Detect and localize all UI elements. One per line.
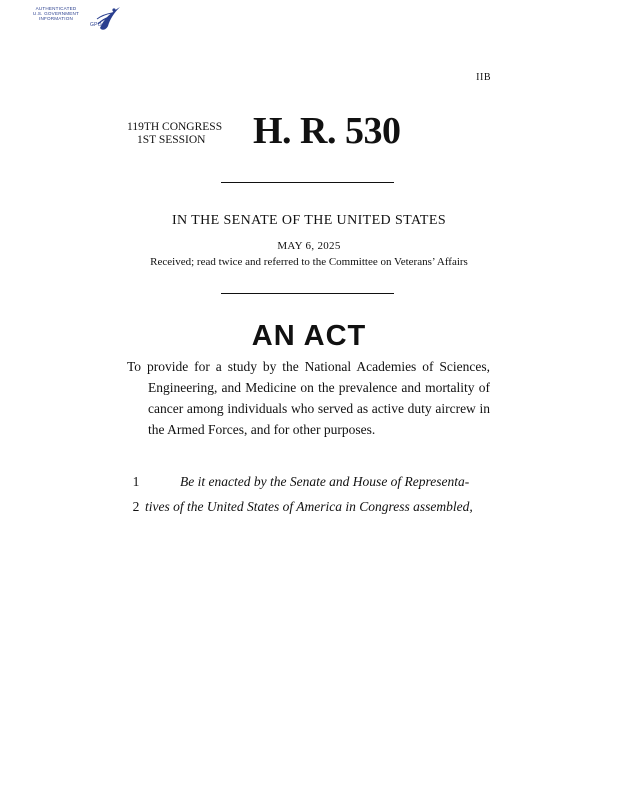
seal-text-gpo: GPO <box>90 22 102 28</box>
seal-text-information: INFORMATION <box>38 16 73 21</box>
purpose-clause <box>127 356 490 440</box>
chamber-heading: IN THE SENATE OF THE UNITED STATES <box>171 213 447 228</box>
congress-session-block <box>127 121 222 147</box>
enacting-text: Be it enacted by the Senate and House of Representa- <box>180 474 470 489</box>
received-date: MAY 6, 2025 <box>277 240 341 252</box>
enacting-line-2 <box>130 499 492 519</box>
seal-text-authenticated: AUTHENTICATED <box>35 6 77 11</box>
line-number: 1 <box>132 474 140 489</box>
session-label: 1ST SESSION <box>137 134 206 146</box>
page-code: IIB <box>476 72 491 83</box>
divider-bottom <box>221 293 394 294</box>
act-heading: AN ACT <box>251 320 367 352</box>
gpo-seal <box>8 4 120 40</box>
congress-label: 119TH CONGRESS <box>127 121 223 133</box>
divider-top <box>221 182 394 183</box>
eagle-icon <box>94 4 122 34</box>
referral-action: Received; read twice and referred to the Committee on Veterans’ Affairs <box>150 256 468 268</box>
bill-number: H. R. 530 <box>253 110 401 152</box>
enacting-text: tives of the United States of America in Congress assembled, <box>145 499 473 514</box>
purpose-text: To provide for a study by the National Academies of Sciences, Engineering, and Medicine on the prevalence and mortality of cancer among individuals who served as active duty aircrew in the Armed Forces, and for other purposes. <box>127 359 490 437</box>
seal-text-government: U.S. GOVERNMENT <box>32 11 80 16</box>
line-number: 2 <box>132 499 140 514</box>
enacting-line-1 <box>130 474 492 494</box>
